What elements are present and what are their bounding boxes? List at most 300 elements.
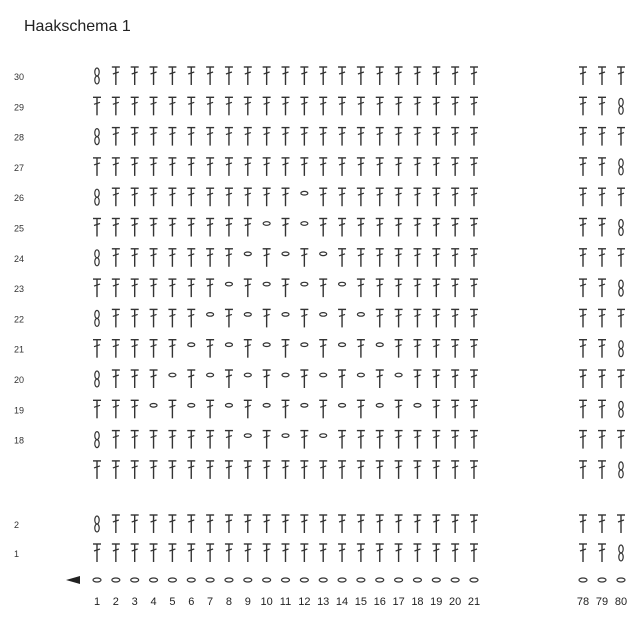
treble-crochet-icon	[187, 309, 195, 327]
treble-crochet-icon	[263, 370, 271, 388]
treble-crochet-icon	[451, 97, 459, 115]
treble-crochet-icon	[206, 219, 214, 237]
treble-crochet-icon	[93, 461, 101, 479]
treble-crochet-icon	[451, 188, 459, 206]
treble-crochet-icon	[263, 188, 271, 206]
treble-crochet-icon	[376, 370, 384, 388]
treble-crochet-icon	[112, 431, 120, 449]
treble-crochet-icon	[432, 370, 440, 388]
row-labels	[14, 72, 24, 559]
treble-crochet-icon	[150, 461, 158, 479]
bobble-loop-icon	[263, 282, 270, 286]
treble-crochet-icon	[598, 309, 606, 327]
column-label: 14	[335, 596, 349, 608]
chart-title: Haakschema 1	[24, 18, 131, 35]
treble-crochet-icon	[187, 158, 195, 176]
treble-crochet-icon	[579, 279, 587, 297]
treble-crochet-icon	[470, 279, 478, 297]
treble-crochet-icon	[579, 309, 587, 327]
row-label: 24	[14, 253, 25, 264]
treble-crochet-icon	[338, 219, 346, 237]
row-label: 29	[14, 102, 25, 113]
treble-crochet-icon	[131, 128, 139, 146]
chain-twist-icon	[619, 341, 623, 357]
treble-crochet-icon	[413, 340, 421, 358]
treble-crochet-icon	[282, 67, 290, 85]
row-label: 18	[14, 435, 25, 446]
treble-crochet-icon	[300, 128, 308, 146]
treble-crochet-icon	[112, 97, 120, 115]
treble-crochet-icon	[300, 461, 308, 479]
treble-crochet-icon	[451, 67, 459, 85]
treble-crochet-icon	[319, 544, 327, 562]
bobble-loop-icon	[225, 282, 232, 286]
treble-crochet-icon	[413, 309, 421, 327]
treble-crochet-icon	[451, 249, 459, 267]
treble-crochet-icon	[395, 128, 403, 146]
treble-crochet-icon	[225, 544, 233, 562]
treble-crochet-icon	[357, 97, 365, 115]
treble-crochet-icon	[131, 249, 139, 267]
treble-crochet-icon	[617, 515, 625, 533]
treble-crochet-icon	[598, 67, 606, 85]
bobble-loop-icon	[301, 191, 308, 195]
treble-crochet-icon	[225, 515, 233, 533]
treble-crochet-icon	[206, 340, 214, 358]
column-label: 15	[354, 596, 368, 608]
bobble-loop-icon	[188, 343, 195, 347]
treble-crochet-icon	[470, 461, 478, 479]
treble-crochet-icon	[206, 544, 214, 562]
column-label: 79	[595, 596, 609, 608]
treble-crochet-icon	[413, 544, 421, 562]
treble-crochet-icon	[150, 249, 158, 267]
treble-crochet-icon	[93, 544, 101, 562]
treble-crochet-icon	[282, 219, 290, 237]
treble-crochet-icon	[357, 461, 365, 479]
treble-crochet-icon	[244, 544, 252, 562]
chain-stitch-icon	[300, 578, 308, 582]
treble-crochet-icon	[432, 400, 440, 418]
treble-crochet-icon	[598, 340, 606, 358]
stitch-row	[93, 578, 625, 582]
treble-crochet-icon	[263, 309, 271, 327]
treble-crochet-icon	[338, 188, 346, 206]
chain-stitch-icon	[187, 578, 195, 582]
treble-crochet-icon	[413, 370, 421, 388]
start-arrow-icon	[66, 576, 80, 584]
stitch-row	[93, 340, 623, 358]
treble-crochet-icon	[244, 279, 252, 297]
treble-crochet-icon	[206, 67, 214, 85]
treble-crochet-icon	[357, 128, 365, 146]
treble-crochet-icon	[357, 515, 365, 533]
treble-crochet-icon	[150, 515, 158, 533]
treble-crochet-icon	[598, 158, 606, 176]
treble-crochet-icon	[617, 249, 625, 267]
treble-crochet-icon	[244, 158, 252, 176]
treble-crochet-icon	[617, 309, 625, 327]
stitch-grid	[93, 67, 625, 582]
stitch-row	[95, 431, 625, 449]
treble-crochet-icon	[413, 158, 421, 176]
treble-crochet-icon	[206, 461, 214, 479]
stitch-row	[93, 219, 623, 237]
treble-crochet-icon	[432, 340, 440, 358]
treble-crochet-icon	[319, 515, 327, 533]
treble-crochet-icon	[225, 431, 233, 449]
treble-crochet-icon	[168, 461, 176, 479]
treble-crochet-icon	[376, 97, 384, 115]
treble-crochet-icon	[470, 431, 478, 449]
treble-crochet-icon	[206, 515, 214, 533]
treble-crochet-icon	[579, 515, 587, 533]
treble-crochet-icon	[357, 219, 365, 237]
bobble-loop-icon	[301, 222, 308, 226]
treble-crochet-icon	[263, 544, 271, 562]
treble-crochet-icon	[395, 400, 403, 418]
treble-crochet-icon	[244, 400, 252, 418]
treble-crochet-icon	[300, 309, 308, 327]
treble-crochet-icon	[168, 515, 176, 533]
treble-crochet-icon	[470, 128, 478, 146]
treble-crochet-icon	[376, 128, 384, 146]
treble-crochet-icon	[395, 309, 403, 327]
treble-crochet-icon	[451, 309, 459, 327]
bobble-loop-icon	[320, 313, 327, 317]
stitch-row	[93, 400, 623, 418]
treble-crochet-icon	[150, 544, 158, 562]
column-label: 18	[411, 596, 424, 608]
treble-crochet-icon	[598, 128, 606, 146]
treble-crochet-icon	[357, 431, 365, 449]
treble-crochet-icon	[579, 128, 587, 146]
treble-crochet-icon	[376, 249, 384, 267]
treble-crochet-icon	[282, 461, 290, 479]
chain-twist-icon	[95, 189, 99, 205]
treble-crochet-icon	[206, 431, 214, 449]
treble-crochet-icon	[282, 340, 290, 358]
stitch-row	[93, 544, 623, 562]
treble-crochet-icon	[338, 128, 346, 146]
bobble-loop-icon	[263, 222, 270, 226]
treble-crochet-icon	[150, 431, 158, 449]
treble-crochet-icon	[263, 128, 271, 146]
chain-twist-icon	[619, 98, 623, 114]
treble-crochet-icon	[168, 97, 176, 115]
treble-crochet-icon	[451, 370, 459, 388]
treble-crochet-icon	[168, 128, 176, 146]
treble-crochet-icon	[413, 188, 421, 206]
column-label: 3	[131, 596, 138, 608]
stitch-row	[95, 309, 625, 327]
treble-crochet-icon	[395, 544, 403, 562]
treble-crochet-icon	[598, 279, 606, 297]
bobble-loop-icon	[395, 373, 402, 377]
column-label: 4	[150, 596, 157, 608]
treble-crochet-icon	[300, 431, 308, 449]
treble-crochet-icon	[225, 249, 233, 267]
treble-crochet-icon	[282, 97, 290, 115]
stitch-row	[93, 158, 623, 176]
treble-crochet-icon	[376, 431, 384, 449]
treble-crochet-icon	[150, 340, 158, 358]
treble-crochet-icon	[263, 67, 271, 85]
treble-crochet-icon	[131, 544, 139, 562]
chain-twist-icon	[619, 159, 623, 175]
chain-twist-icon	[619, 462, 623, 478]
treble-crochet-icon	[451, 128, 459, 146]
treble-crochet-icon	[579, 97, 587, 115]
treble-crochet-icon	[357, 249, 365, 267]
treble-crochet-icon	[470, 67, 478, 85]
treble-crochet-icon	[168, 158, 176, 176]
bobble-loop-icon	[339, 404, 346, 408]
treble-crochet-icon	[451, 158, 459, 176]
row-label: 30	[14, 72, 25, 82]
treble-crochet-icon	[112, 515, 120, 533]
treble-crochet-icon	[395, 340, 403, 358]
treble-crochet-icon	[598, 461, 606, 479]
treble-crochet-icon	[470, 219, 478, 237]
treble-crochet-icon	[598, 515, 606, 533]
chain-stitch-icon	[131, 578, 139, 582]
column-labels	[94, 596, 627, 608]
row-label: 21	[14, 344, 25, 355]
bobble-loop-icon	[225, 343, 232, 347]
treble-crochet-icon	[395, 515, 403, 533]
treble-crochet-icon	[319, 461, 327, 479]
treble-crochet-icon	[319, 97, 327, 115]
treble-crochet-icon	[395, 158, 403, 176]
treble-crochet-icon	[168, 340, 176, 358]
treble-crochet-icon	[413, 461, 421, 479]
bobble-loop-icon	[320, 373, 327, 377]
treble-crochet-icon	[617, 188, 625, 206]
treble-crochet-icon	[225, 67, 233, 85]
treble-crochet-icon	[131, 461, 139, 479]
bobble-loop-icon	[244, 252, 251, 256]
treble-crochet-icon	[112, 219, 120, 237]
treble-crochet-icon	[357, 400, 365, 418]
treble-crochet-icon	[187, 461, 195, 479]
bobble-loop-icon	[263, 404, 270, 408]
treble-crochet-icon	[206, 188, 214, 206]
stitch-row	[93, 461, 623, 479]
treble-crochet-icon	[300, 97, 308, 115]
stitch-row	[95, 249, 625, 267]
chain-twist-icon	[95, 432, 99, 448]
column-label: 9	[244, 596, 251, 608]
treble-crochet-icon	[150, 279, 158, 297]
treble-crochet-icon	[150, 188, 158, 206]
treble-crochet-icon	[432, 515, 440, 533]
treble-crochet-icon	[470, 97, 478, 115]
chain-stitch-icon	[206, 578, 214, 582]
treble-crochet-icon	[617, 431, 625, 449]
treble-crochet-icon	[319, 279, 327, 297]
treble-crochet-icon	[187, 67, 195, 85]
treble-crochet-icon	[451, 515, 459, 533]
bobble-loop-icon	[188, 404, 195, 408]
treble-crochet-icon	[598, 431, 606, 449]
treble-crochet-icon	[93, 340, 101, 358]
treble-crochet-icon	[413, 67, 421, 85]
treble-crochet-icon	[579, 188, 587, 206]
treble-crochet-icon	[470, 400, 478, 418]
bobble-loop-icon	[320, 434, 327, 438]
treble-crochet-icon	[598, 97, 606, 115]
treble-crochet-icon	[93, 158, 101, 176]
treble-crochet-icon	[225, 461, 233, 479]
treble-crochet-icon	[598, 544, 606, 562]
chain-twist-icon	[95, 371, 99, 387]
bobble-loop-icon	[282, 313, 289, 317]
treble-crochet-icon	[300, 544, 308, 562]
bobble-loop-icon	[282, 373, 289, 377]
treble-crochet-icon	[579, 461, 587, 479]
treble-crochet-icon	[470, 544, 478, 562]
treble-crochet-icon	[579, 158, 587, 176]
treble-crochet-icon	[282, 188, 290, 206]
treble-crochet-icon	[432, 279, 440, 297]
bobble-loop-icon	[339, 343, 346, 347]
chain-stitch-icon	[451, 578, 459, 582]
treble-crochet-icon	[376, 544, 384, 562]
treble-crochet-icon	[338, 158, 346, 176]
stitch-row	[93, 279, 623, 297]
column-label: 12	[298, 596, 311, 608]
treble-crochet-icon	[282, 515, 290, 533]
bobble-loop-icon	[244, 373, 251, 377]
bobble-loop-icon	[301, 404, 308, 408]
treble-crochet-icon	[413, 249, 421, 267]
treble-crochet-icon	[282, 544, 290, 562]
treble-crochet-icon	[395, 279, 403, 297]
treble-crochet-icon	[244, 515, 252, 533]
bobble-loop-icon	[357, 313, 364, 317]
treble-crochet-icon	[376, 158, 384, 176]
treble-crochet-icon	[263, 461, 271, 479]
treble-crochet-icon	[413, 219, 421, 237]
treble-crochet-icon	[451, 431, 459, 449]
treble-crochet-icon	[187, 249, 195, 267]
treble-crochet-icon	[579, 400, 587, 418]
stitch-row	[95, 370, 625, 388]
treble-crochet-icon	[112, 544, 120, 562]
treble-crochet-icon	[451, 400, 459, 418]
treble-crochet-icon	[225, 188, 233, 206]
treble-crochet-icon	[263, 249, 271, 267]
treble-crochet-icon	[112, 249, 120, 267]
bobble-loop-icon	[376, 343, 383, 347]
treble-crochet-icon	[413, 279, 421, 297]
treble-crochet-icon	[413, 515, 421, 533]
treble-crochet-icon	[395, 67, 403, 85]
column-label: 5	[169, 596, 176, 608]
treble-crochet-icon	[93, 400, 101, 418]
treble-crochet-icon	[225, 370, 233, 388]
treble-crochet-icon	[579, 219, 587, 237]
stitch-row	[95, 515, 625, 533]
treble-crochet-icon	[206, 97, 214, 115]
stitch-row	[95, 188, 625, 206]
treble-crochet-icon	[432, 431, 440, 449]
treble-crochet-icon	[319, 188, 327, 206]
treble-crochet-icon	[338, 461, 346, 479]
treble-crochet-icon	[131, 97, 139, 115]
chain-stitch-icon	[432, 578, 440, 582]
treble-crochet-icon	[131, 219, 139, 237]
treble-crochet-icon	[244, 461, 252, 479]
treble-crochet-icon	[206, 158, 214, 176]
treble-crochet-icon	[376, 309, 384, 327]
chain-twist-icon	[95, 68, 99, 84]
treble-crochet-icon	[131, 309, 139, 327]
treble-crochet-icon	[93, 279, 101, 297]
treble-crochet-icon	[150, 158, 158, 176]
bobble-loop-icon	[150, 404, 157, 408]
column-label: 8	[225, 596, 233, 608]
treble-crochet-icon	[338, 249, 346, 267]
row-label: 27	[14, 162, 25, 173]
treble-crochet-icon	[451, 279, 459, 297]
treble-crochet-icon	[225, 128, 233, 146]
treble-crochet-icon	[319, 219, 327, 237]
treble-crochet-icon	[617, 128, 625, 146]
treble-crochet-icon	[338, 309, 346, 327]
treble-crochet-icon	[282, 128, 290, 146]
chain-twist-icon	[619, 220, 623, 236]
treble-crochet-icon	[168, 309, 176, 327]
treble-crochet-icon	[319, 158, 327, 176]
treble-crochet-icon	[598, 249, 606, 267]
treble-crochet-icon	[131, 67, 139, 85]
treble-crochet-icon	[225, 158, 233, 176]
chain-stitch-icon	[413, 578, 421, 582]
treble-crochet-icon	[168, 219, 176, 237]
column-label: 20	[449, 596, 462, 608]
treble-crochet-icon	[263, 158, 271, 176]
treble-crochet-icon	[451, 544, 459, 562]
treble-crochet-icon	[338, 431, 346, 449]
bobble-loop-icon	[244, 313, 251, 317]
row-label: 25	[14, 223, 25, 234]
chain-stitch-icon	[598, 578, 606, 582]
treble-crochet-icon	[187, 544, 195, 562]
treble-crochet-icon	[168, 67, 176, 85]
treble-crochet-icon	[470, 309, 478, 327]
treble-crochet-icon	[357, 158, 365, 176]
treble-crochet-icon	[187, 128, 195, 146]
treble-crochet-icon	[357, 544, 365, 562]
chain-twist-icon	[619, 401, 623, 417]
treble-crochet-icon	[168, 400, 176, 418]
chain-stitch-icon	[376, 578, 384, 582]
treble-crochet-icon	[617, 370, 625, 388]
treble-crochet-icon	[244, 340, 252, 358]
chain-stitch-icon	[168, 578, 176, 582]
treble-crochet-icon	[150, 67, 158, 85]
treble-crochet-icon	[168, 188, 176, 206]
treble-crochet-icon	[357, 67, 365, 85]
treble-crochet-icon	[150, 97, 158, 115]
treble-crochet-icon	[206, 249, 214, 267]
treble-crochet-icon	[112, 370, 120, 388]
chain-stitch-icon	[244, 578, 252, 582]
bobble-loop-icon	[320, 252, 327, 256]
treble-crochet-icon	[432, 97, 440, 115]
